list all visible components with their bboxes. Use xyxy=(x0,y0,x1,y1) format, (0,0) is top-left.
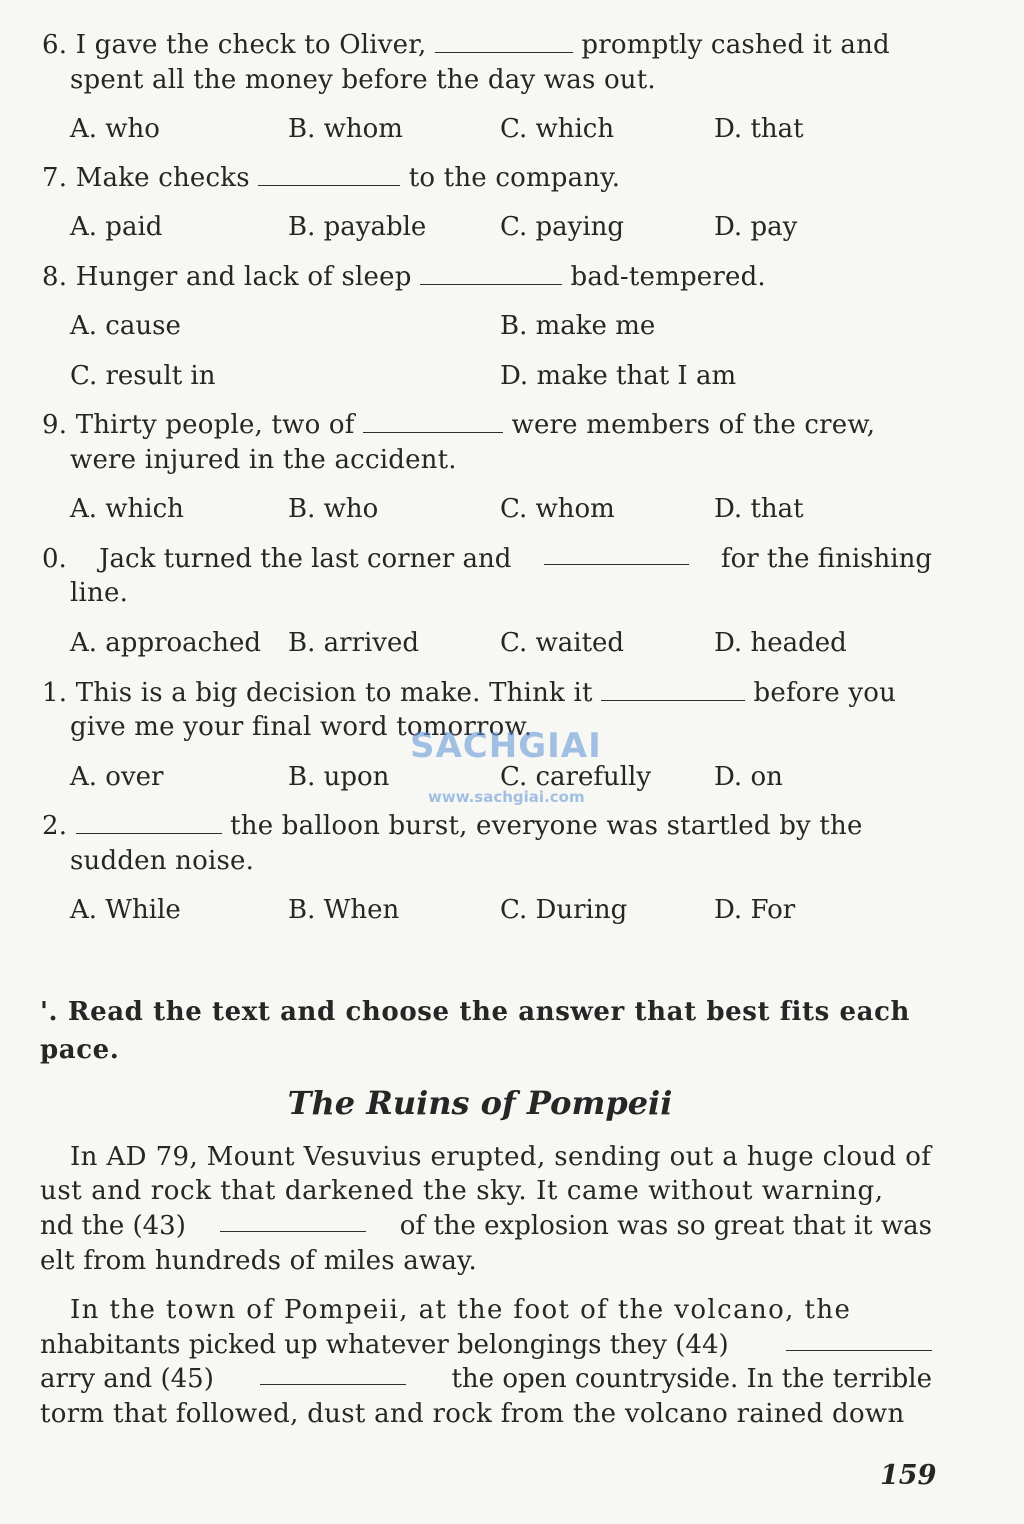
question-9-line-1 xyxy=(42,408,875,442)
paragraph-text: of the explosion was so great that it was xyxy=(399,1211,932,1241)
answer-blank xyxy=(601,678,745,701)
question-number: 9. xyxy=(42,410,68,440)
section-heading-line-1: '. Read the text and choose the answer that best fits each xyxy=(40,997,911,1027)
question-6-line-2: spent all the money before the day was out. xyxy=(70,65,656,95)
question-text: to the company. xyxy=(408,163,621,193)
paragraph-1-line-1: In AD 79, Mount Vesuvius erupted, sending out a huge cloud of xyxy=(70,1142,932,1172)
question-9-line-2: were injured in the accident. xyxy=(70,445,457,475)
answer-blank xyxy=(435,30,573,53)
question-7-line-1 xyxy=(42,161,620,195)
question-8-line-1 xyxy=(42,260,766,294)
answer-blank-43 xyxy=(220,1209,366,1232)
answer-blank xyxy=(76,811,222,834)
question-10-option-d: D. headed xyxy=(714,628,847,658)
question-12-option-a: A. While xyxy=(70,895,181,925)
answer-blank-45 xyxy=(260,1362,406,1385)
watermark-logo xyxy=(410,712,620,812)
paragraph-2-line-2 xyxy=(40,1328,932,1362)
question-number: 6. xyxy=(42,30,68,60)
question-11-line-2: give me your final word tomorrow. xyxy=(70,712,533,742)
question-12-option-d: D. For xyxy=(714,895,796,925)
question-8-option-b: B. make me xyxy=(500,311,656,341)
question-number: 2. xyxy=(42,811,68,841)
paragraph-text: the open countryside. In the terrible xyxy=(451,1364,932,1394)
question-11-option-b: B. upon xyxy=(288,762,390,792)
question-9-option-d: D. that xyxy=(714,494,804,524)
reading-title: The Ruins of Pompeii xyxy=(287,1084,673,1122)
question-text: before you xyxy=(753,678,897,708)
question-6-option-d: D. that xyxy=(714,114,804,144)
question-10-option-b: B. arrived xyxy=(288,628,420,658)
watermark-brand: SACHGIAI xyxy=(410,726,602,766)
answer-blank xyxy=(258,163,400,186)
question-11-option-c: C. carefully xyxy=(500,762,652,792)
question-12-line-1 xyxy=(42,809,863,843)
question-6-option-b: B. whom xyxy=(288,114,403,144)
question-text: I gave the check to Oliver, xyxy=(75,30,427,60)
page-number: 159 xyxy=(880,1460,937,1491)
question-11-option-d: D. on xyxy=(714,762,783,792)
paragraph-text: arry and (45) xyxy=(40,1364,214,1394)
question-7-option-a: A. paid xyxy=(70,212,163,242)
question-10-option-a: A. approached xyxy=(70,628,262,658)
question-12-option-c: C. During xyxy=(500,895,628,925)
paragraph-text: nd the (43) xyxy=(40,1211,186,1241)
paragraph-1-line-3 xyxy=(40,1209,932,1243)
paragraph-2-line-3 xyxy=(40,1362,932,1396)
question-11-line-1 xyxy=(42,676,896,710)
question-11-option-a: A. over xyxy=(70,762,164,792)
question-12-line-2: sudden noise. xyxy=(70,846,255,876)
question-10-option-c: C. waited xyxy=(500,628,625,658)
question-text: were members of the crew, xyxy=(511,410,876,440)
answer-blank-44 xyxy=(786,1328,932,1351)
question-7-option-c: C. paying xyxy=(500,212,625,242)
watermark-url: www.sachgiai.com xyxy=(428,788,585,806)
section-heading-line-2: pace. xyxy=(40,1035,120,1065)
question-text: Thirty people, two of xyxy=(75,410,355,440)
question-6-option-c: C. which xyxy=(500,114,615,144)
question-number: 7. xyxy=(42,163,68,193)
question-9-option-a: A. which xyxy=(70,494,184,524)
question-6-line-1 xyxy=(42,28,890,62)
paragraph-2-line-4: torm that followed, dust and rock from the volcano rained down xyxy=(40,1399,905,1429)
paragraph-1-line-4: elt from hundreds of miles away. xyxy=(40,1246,477,1276)
question-text: the balloon burst, everyone was startled by the xyxy=(230,811,863,841)
question-number: 0. xyxy=(42,544,67,574)
paragraph-1-line-2: ust and rock that darkened the sky. It came without warning, xyxy=(40,1176,884,1206)
question-number: 8. xyxy=(42,262,68,292)
question-text: Hunger and lack of sleep xyxy=(75,262,412,292)
question-9-option-b: B. who xyxy=(288,494,379,524)
answer-blank xyxy=(544,542,689,565)
question-text: Make checks xyxy=(75,163,250,193)
question-text: Jack turned the last corner and xyxy=(99,544,512,574)
question-9-option-c: C. whom xyxy=(500,494,615,524)
answer-blank xyxy=(363,410,503,433)
answer-blank xyxy=(420,262,562,285)
question-text: for the finishing xyxy=(720,544,932,574)
paragraph-2-line-1: In the town of Pompeii, at the foot of the volcano, the xyxy=(70,1295,852,1325)
question-10-line-1 xyxy=(42,542,932,576)
question-8-option-d: D. make that I am xyxy=(500,361,737,391)
question-text: promptly cashed it and xyxy=(581,30,890,60)
question-text: bad-tempered. xyxy=(570,262,766,292)
question-12-option-b: B. When xyxy=(288,895,400,925)
question-7-option-d: D. pay xyxy=(714,212,798,242)
question-number: 1. xyxy=(42,678,68,708)
question-8-option-c: C. result in xyxy=(70,361,216,391)
question-8-option-a: A. cause xyxy=(70,311,181,341)
question-text: This is a big decision to make. Think it xyxy=(75,678,593,708)
question-7-option-b: B. payable xyxy=(288,212,427,242)
question-10-line-2: line. xyxy=(70,578,129,608)
question-6-option-a: A. who xyxy=(70,114,160,144)
paragraph-text: nhabitants picked up whatever belongings they (44) xyxy=(40,1330,729,1360)
